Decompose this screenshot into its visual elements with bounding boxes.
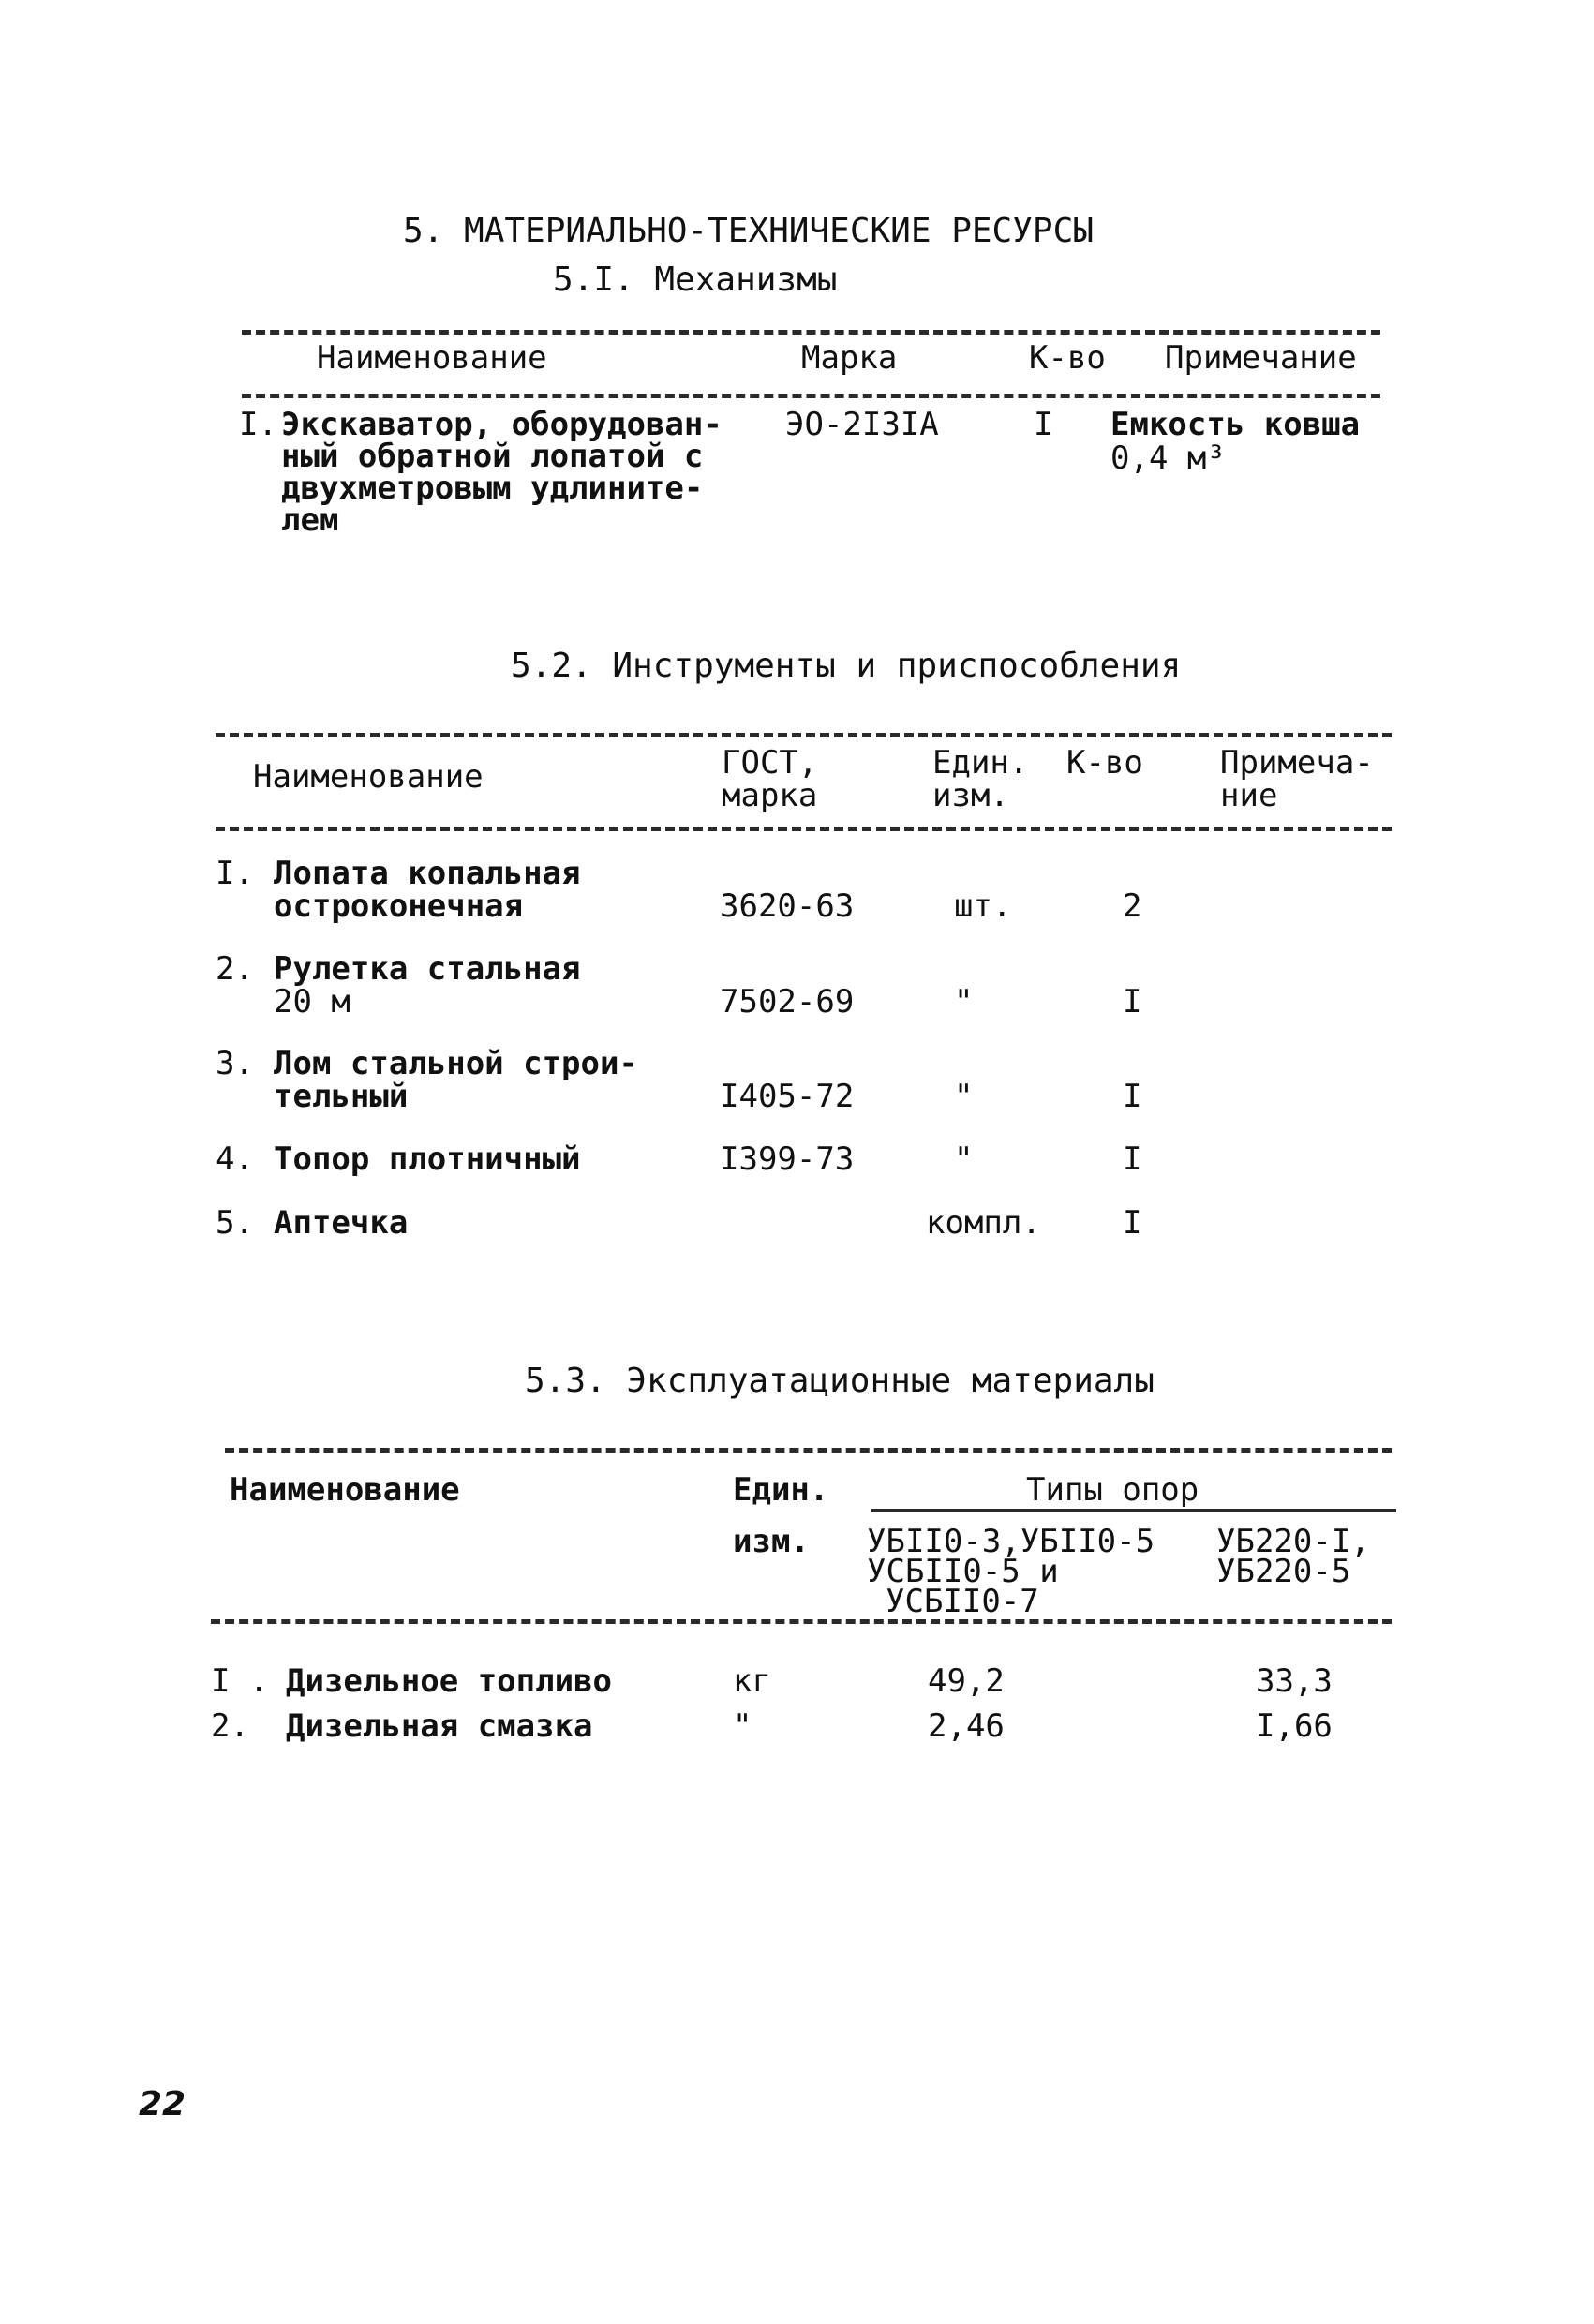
- types-underline: [871, 1509, 1396, 1512]
- row-gost: I405-72: [720, 1078, 855, 1115]
- row-unit: ": [733, 1707, 752, 1745]
- materials-top-rule: [225, 1448, 1392, 1452]
- row-unit: компл.: [926, 1204, 1041, 1242]
- tools-header-note: Примеча-: [1220, 744, 1374, 782]
- row-number: I.: [239, 406, 277, 443]
- row-gost: 3620-63: [720, 887, 855, 925]
- row-number: I .: [211, 1662, 269, 1700]
- tools-top-rule: [216, 733, 1392, 737]
- tools-title: 5.2. Инструменты и приспособления: [511, 647, 1182, 685]
- row-gost: I399-73: [720, 1140, 855, 1178]
- row-qty: I: [1123, 1204, 1142, 1242]
- row-name-l2: остроконечная: [274, 887, 524, 925]
- materials-title: 5.3. Эксплуатационные материалы: [525, 1362, 1155, 1400]
- row-qty: I: [1123, 983, 1142, 1020]
- row-brand: ЭО-2I3IА: [785, 406, 939, 443]
- row-value-type1: 49,2: [928, 1662, 1005, 1700]
- tools-header-name: Наименование: [253, 758, 484, 796]
- row-note-line: Емкость ковша: [1110, 406, 1361, 443]
- row-qty: 2: [1123, 887, 1142, 925]
- row-number: 3.: [216, 1045, 254, 1082]
- tools-header-note-l2: ние: [1220, 777, 1278, 814]
- row-number: 5.: [216, 1204, 254, 1242]
- row-gost: 7502-69: [720, 983, 855, 1020]
- row-value-type2: 33,3: [1256, 1662, 1333, 1700]
- row-number: 4.: [216, 1140, 254, 1178]
- row-name-line: ный обратной лопатой с: [281, 438, 704, 475]
- row-unit: ": [954, 1140, 974, 1178]
- mechanisms-top-rule: [242, 330, 1380, 335]
- materials-header-type1: УБII0-3,УБII0-5: [867, 1523, 1155, 1560]
- row-unit: кг: [733, 1662, 771, 1700]
- tools-header-unit: Един.: [932, 744, 1029, 782]
- tools-header-brand: марка: [722, 777, 818, 814]
- row-name: Дизельное топливо: [286, 1662, 612, 1700]
- mechanisms-header-name: Наименование: [317, 339, 547, 377]
- mechanisms-header-note: Примечание: [1165, 339, 1357, 377]
- tools-header-qty: К-во: [1066, 744, 1143, 782]
- row-number: I.: [216, 855, 254, 892]
- section-title: 5. МАТЕРИАЛЬНО-ТЕХНИЧЕСКИЕ РЕСУРСЫ: [403, 212, 1094, 250]
- mechanisms-title: 5.I. Механизмы: [553, 261, 838, 299]
- materials-header-types: Типы опор: [1026, 1471, 1199, 1509]
- mechanisms-header-qty: К-во: [1029, 339, 1106, 377]
- row-name: Топор плотничный: [274, 1140, 581, 1178]
- mechanisms-header-rule: [242, 394, 1380, 398]
- materials-header-type1-l2: УСБII0-5 и: [867, 1553, 1059, 1590]
- tools-header-unit-l2: изм.: [932, 777, 1009, 814]
- row-qty: I: [1123, 1078, 1142, 1115]
- materials-header-type1-l3: УСБII0-7: [886, 1583, 1039, 1620]
- row-name-l2: тельный: [274, 1078, 409, 1115]
- materials-header-unit: Един.: [733, 1471, 829, 1509]
- materials-header-name: Наименование: [230, 1471, 460, 1509]
- row-name: Аптечка: [274, 1204, 409, 1242]
- row-name-l2: 20 м: [274, 983, 350, 1020]
- row-qty: I: [1034, 406, 1053, 443]
- row-value-type1: 2,46: [928, 1707, 1005, 1745]
- row-name: Лопата копальная: [274, 855, 581, 892]
- materials-header-type2: УБ220-I,: [1216, 1523, 1370, 1560]
- row-name-line: двухметровым удлините-: [281, 469, 704, 507]
- row-qty: I: [1123, 1140, 1142, 1178]
- row-value-type2: I,66: [1256, 1707, 1333, 1745]
- row-unit: шт.: [954, 887, 1012, 925]
- mechanisms-header-brand: Марка: [801, 339, 898, 377]
- row-number: 2.: [216, 950, 254, 988]
- row-unit: ": [954, 983, 974, 1020]
- row-name: Рулетка стальная: [274, 950, 581, 988]
- row-name-line: лем: [281, 501, 339, 539]
- materials-header-rule: [211, 1619, 1392, 1624]
- tools-header-gost: ГОСТ,: [722, 744, 818, 782]
- row-note-line: 0,4 м³: [1110, 439, 1226, 477]
- row-name: Дизельная смазка: [286, 1707, 593, 1745]
- tools-header-rule: [216, 827, 1392, 831]
- row-name-line: Экскаватор, оборудован-: [281, 406, 723, 443]
- materials-header-type2-l2: УБ220-5: [1216, 1553, 1351, 1590]
- row-unit: ": [954, 1078, 974, 1115]
- row-number: 2.: [211, 1707, 249, 1745]
- row-name: Лом стальной строи-: [274, 1045, 638, 1082]
- materials-header-unit-l2: изм.: [733, 1523, 810, 1560]
- page-number: 22: [139, 2085, 186, 2123]
